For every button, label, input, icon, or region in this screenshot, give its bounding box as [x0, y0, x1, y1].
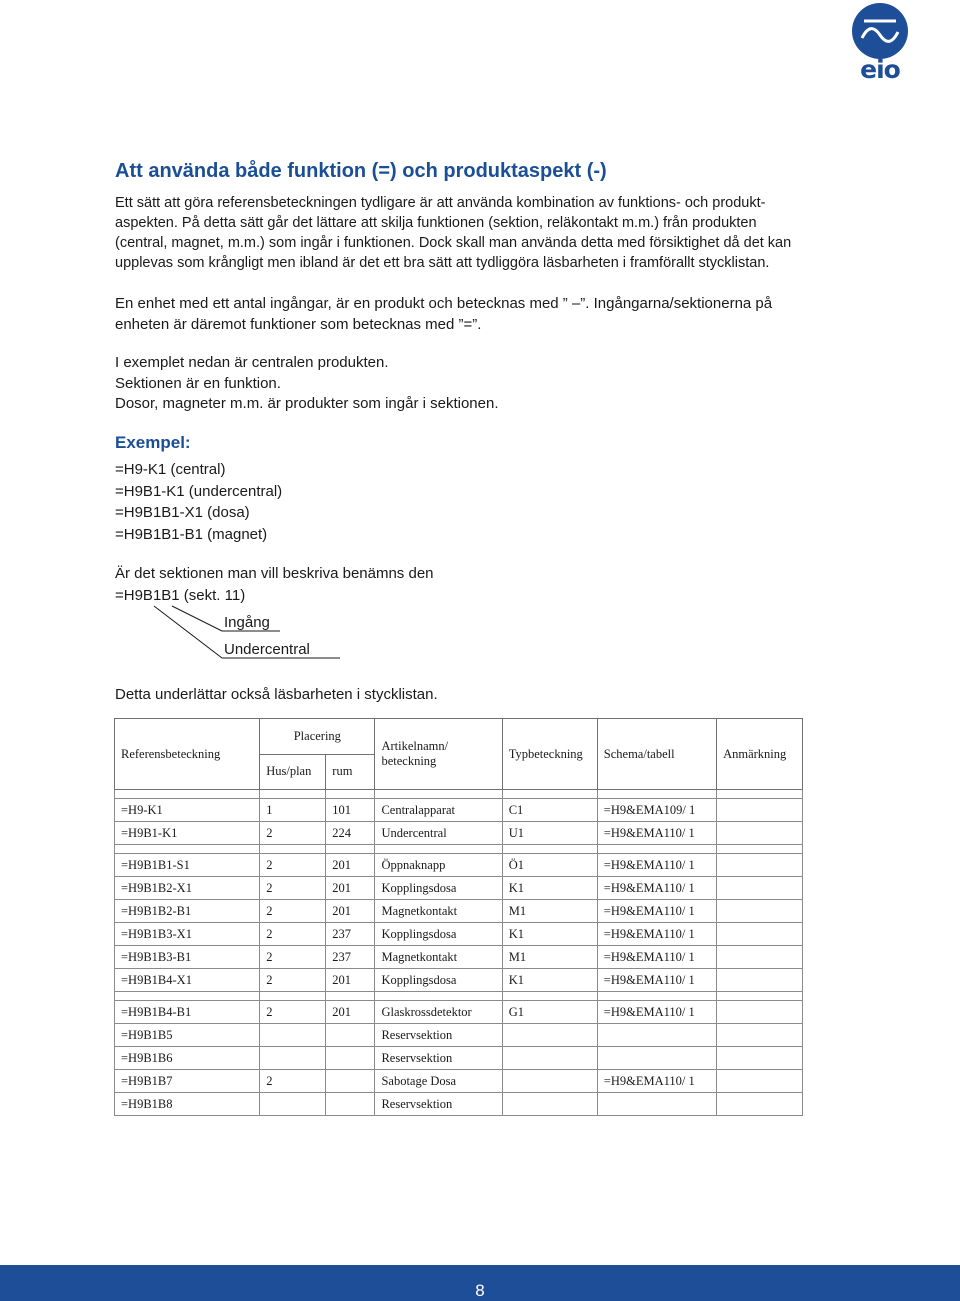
cell-hus-plan	[260, 1047, 326, 1070]
cell-schema	[597, 1024, 716, 1047]
table-row	[115, 1001, 803, 1024]
cell-artikel: Glaskrossdetektor	[375, 1001, 502, 1024]
cell-artikel: Sabotage Dosa	[375, 1070, 502, 1093]
spacer-cell	[326, 845, 375, 854]
table-spacer	[115, 790, 803, 799]
cell-referens: =H9B1-K1	[115, 822, 260, 845]
cell-typ: C1	[502, 799, 597, 822]
cell-typ: Ö1	[502, 854, 597, 877]
cell-rum: 224	[326, 822, 375, 845]
cell-artikel: Undercentral	[375, 822, 502, 845]
spacer-cell	[260, 790, 326, 799]
table-row	[115, 969, 803, 992]
cell-artikel: Centralapparat	[375, 799, 502, 822]
cell-schema: =H9&EMA109/ 1	[597, 799, 716, 822]
table-row	[115, 1024, 803, 1047]
intro-paragraph	[115, 193, 825, 273]
cell-typ: K1	[502, 877, 597, 900]
cell-rum: 201	[326, 969, 375, 992]
table-row	[115, 1047, 803, 1070]
cell-rum: 101	[326, 799, 375, 822]
product-paragraph	[115, 294, 815, 335]
spacer-cell	[717, 790, 803, 799]
cell-rum: 201	[326, 1001, 375, 1024]
spacer-cell	[502, 845, 597, 854]
cell-typ	[502, 1093, 597, 1116]
cell-referens: =H9B1B3-X1	[115, 923, 260, 946]
cell-artikel: Kopplingsdosa	[375, 923, 502, 946]
eio-logo	[849, 2, 911, 84]
cell-artikel: Magnetkontakt	[375, 946, 502, 969]
cell-hus-plan: 2	[260, 877, 326, 900]
cell-schema: =H9&EMA110/ 1	[597, 946, 716, 969]
cell-artikel: Kopplingsdosa	[375, 877, 502, 900]
cell-rum	[326, 1070, 375, 1093]
intro-line: Ett sätt att göra referensbeteckningen tydligare är att använda kombination av funktions- och produkt-	[115, 195, 766, 211]
cell-schema	[597, 1093, 716, 1116]
cell-referens: =H9B1B4-X1	[115, 969, 260, 992]
note-text: Detta underlättar också läsbarheten i stycklistan.	[115, 686, 438, 703]
table-header	[115, 719, 803, 790]
spacer-cell	[326, 790, 375, 799]
cell-hus-plan: 2	[260, 822, 326, 845]
table-spacer	[115, 845, 803, 854]
spacer-cell	[115, 790, 260, 799]
cell-schema: =H9&EMA110/ 1	[597, 822, 716, 845]
cell-artikel: Reservsektion	[375, 1024, 502, 1047]
cell-schema: =H9&EMA110/ 1	[597, 900, 716, 923]
cell-schema: =H9&EMA110/ 1	[597, 854, 716, 877]
table-row	[115, 946, 803, 969]
header-anmarkning: Anmärkning	[717, 719, 803, 790]
table-row	[115, 854, 803, 877]
example-list	[115, 459, 282, 545]
cell-rum: 201	[326, 854, 375, 877]
label-ingang: Ingång	[224, 614, 270, 631]
cell-anmarkning	[717, 799, 803, 822]
cell-hus-plan: 2	[260, 1001, 326, 1024]
cell-artikel: Magnetkontakt	[375, 900, 502, 923]
spacer-cell	[115, 992, 260, 1001]
table-body	[115, 790, 803, 1116]
example-title: Exempel:	[115, 433, 191, 452]
spacer-cell	[326, 992, 375, 1001]
cell-anmarkning	[717, 822, 803, 845]
pointer-line-ingang	[172, 606, 222, 631]
description-line: Är det sektionen man vill beskriva benämns den	[115, 565, 434, 582]
example-line: =H9B1B1-B1 (magnet)	[115, 525, 268, 543]
table-row	[115, 923, 803, 946]
cell-hus-plan: 2	[260, 900, 326, 923]
cell-typ: K1	[502, 923, 597, 946]
table-spacer	[115, 992, 803, 1001]
cell-hus-plan	[260, 1093, 326, 1116]
page-heading: Att använda både funktion (=) och produktaspekt (-)	[115, 160, 607, 182]
paragraph-line: Dosor, magneter m.m. är produkter som ingår i sektionen.	[115, 395, 499, 412]
cell-hus-plan: 2	[260, 1070, 326, 1093]
spacer-cell	[717, 845, 803, 854]
cell-schema: =H9&EMA110/ 1	[597, 1070, 716, 1093]
table-row	[115, 1070, 803, 1093]
cell-referens: =H9B1B7	[115, 1070, 260, 1093]
intro-line: (central, magnet, m.m.) som ingår i funktionen. Dock skall man använda detta med försiktighet då det kan	[115, 235, 792, 251]
cell-schema	[597, 1047, 716, 1070]
table-row	[115, 877, 803, 900]
spacer-cell	[375, 790, 502, 799]
paragraph-line: Sektionen är en funktion.	[115, 374, 281, 392]
example-line: =H9-K1 (central)	[115, 461, 226, 478]
cell-typ: G1	[502, 1001, 597, 1024]
cell-rum: 201	[326, 877, 375, 900]
cell-artikel: Reservsektion	[375, 1093, 502, 1116]
header-schema: Schema/tabell	[597, 719, 716, 790]
pointer-diagram	[140, 600, 340, 670]
spacer-cell	[502, 790, 597, 799]
cell-typ: K1	[502, 969, 597, 992]
cell-artikel: Reservsektion	[375, 1047, 502, 1070]
cell-anmarkning	[717, 1024, 803, 1047]
cell-anmarkning	[717, 1070, 803, 1093]
spacer-cell	[502, 992, 597, 1001]
spacer-cell	[375, 992, 502, 1001]
cell-hus-plan: 2	[260, 923, 326, 946]
cell-referens: =H9B1B4-B1	[115, 1001, 260, 1024]
cell-referens: =H9B1B2-X1	[115, 877, 260, 900]
spacer-cell	[260, 992, 326, 1001]
cell-artikel: Öppnaknapp	[375, 854, 502, 877]
intro-line: aspekten. På detta sätt går det lättare att skilja funktionen (sektion, reläkontakt m.m.) från produkten	[115, 215, 757, 231]
cell-referens: =H9B1B3-B1	[115, 946, 260, 969]
paragraph-line: I exemplet nedan är centralen produkten.	[115, 354, 389, 371]
cell-anmarkning	[717, 969, 803, 992]
example-line: =H9B1-K1 (undercentral)	[115, 482, 283, 500]
cell-anmarkning	[717, 1047, 803, 1070]
cell-referens: =H9-K1	[115, 799, 260, 822]
cell-typ: M1	[502, 900, 597, 923]
cell-schema: =H9&EMA110/ 1	[597, 1001, 716, 1024]
cell-artikel: Kopplingsdosa	[375, 969, 502, 992]
example-line: =H9B1B1-X1 (dosa)	[115, 504, 250, 521]
cell-anmarkning	[717, 946, 803, 969]
label-undercentral: Undercentral	[224, 641, 310, 658]
cell-hus-plan: 2	[260, 969, 326, 992]
example-explanation	[115, 353, 815, 415]
cell-typ	[502, 1070, 597, 1093]
cell-anmarkning	[717, 900, 803, 923]
header-rum: rum	[326, 754, 375, 790]
cell-hus-plan: 1	[260, 799, 326, 822]
cell-rum	[326, 1024, 375, 1047]
header-typbeteckning: Typbeteckning	[502, 719, 597, 790]
parts-table	[114, 718, 803, 1116]
header-artikelnamn: Artikelnamn/ beteckning	[375, 719, 502, 790]
spacer-cell	[597, 790, 716, 799]
intro-line: upplevas som krångligt men ibland är det ett bra sätt att tydliggöra läsbarheten i framförallt stycklistan.	[115, 255, 770, 271]
cell-referens: =H9B1B8	[115, 1093, 260, 1116]
cell-typ: U1	[502, 822, 597, 845]
header-hus-plan: Hus/plan	[260, 754, 326, 790]
cell-schema: =H9&EMA110/ 1	[597, 969, 716, 992]
table-row	[115, 1093, 803, 1116]
table-row	[115, 822, 803, 845]
cell-referens: =H9B1B2-B1	[115, 900, 260, 923]
cell-anmarkning	[717, 1001, 803, 1024]
cell-schema: =H9&EMA110/ 1	[597, 877, 716, 900]
spacer-cell	[260, 845, 326, 854]
cell-referens: =H9B1B6	[115, 1047, 260, 1070]
table-row	[115, 799, 803, 822]
cell-rum	[326, 1047, 375, 1070]
cell-hus-plan	[260, 1024, 326, 1047]
description-line: =H9B1B1 (sekt. 11)	[115, 587, 246, 604]
cell-anmarkning	[717, 923, 803, 946]
cell-hus-plan: 2	[260, 854, 326, 877]
cell-hus-plan: 2	[260, 946, 326, 969]
spacer-cell	[375, 845, 502, 854]
cell-typ	[502, 1047, 597, 1070]
paragraph-line: En enhet med ett antal ingångar, är en produkt och betecknas med ” –”. Ingångarna/sektionerna på	[115, 295, 773, 312]
spacer-cell	[115, 845, 260, 854]
header-placering: Placering	[260, 719, 375, 755]
logo-wordmark: eio	[860, 55, 900, 84]
cell-anmarkning	[717, 1093, 803, 1116]
cell-typ	[502, 1024, 597, 1047]
header-referensbeteckning: Referensbeteckning	[115, 719, 260, 790]
cell-typ: M1	[502, 946, 597, 969]
spacer-cell	[597, 845, 716, 854]
cell-referens: =H9B1B1-S1	[115, 854, 260, 877]
cell-rum: 237	[326, 923, 375, 946]
cell-rum	[326, 1093, 375, 1116]
paragraph-line: enheten är däremot funktioner som betecknas med ”=”.	[115, 315, 482, 333]
cell-rum: 201	[326, 900, 375, 923]
cell-schema: =H9&EMA110/ 1	[597, 923, 716, 946]
table-row	[115, 900, 803, 923]
cell-referens: =H9B1B5	[115, 1024, 260, 1047]
cell-anmarkning	[717, 854, 803, 877]
spacer-cell	[717, 992, 803, 1001]
spacer-cell	[597, 992, 716, 1001]
cell-anmarkning	[717, 877, 803, 900]
page-number: 8	[475, 1281, 485, 1300]
cell-rum: 237	[326, 946, 375, 969]
